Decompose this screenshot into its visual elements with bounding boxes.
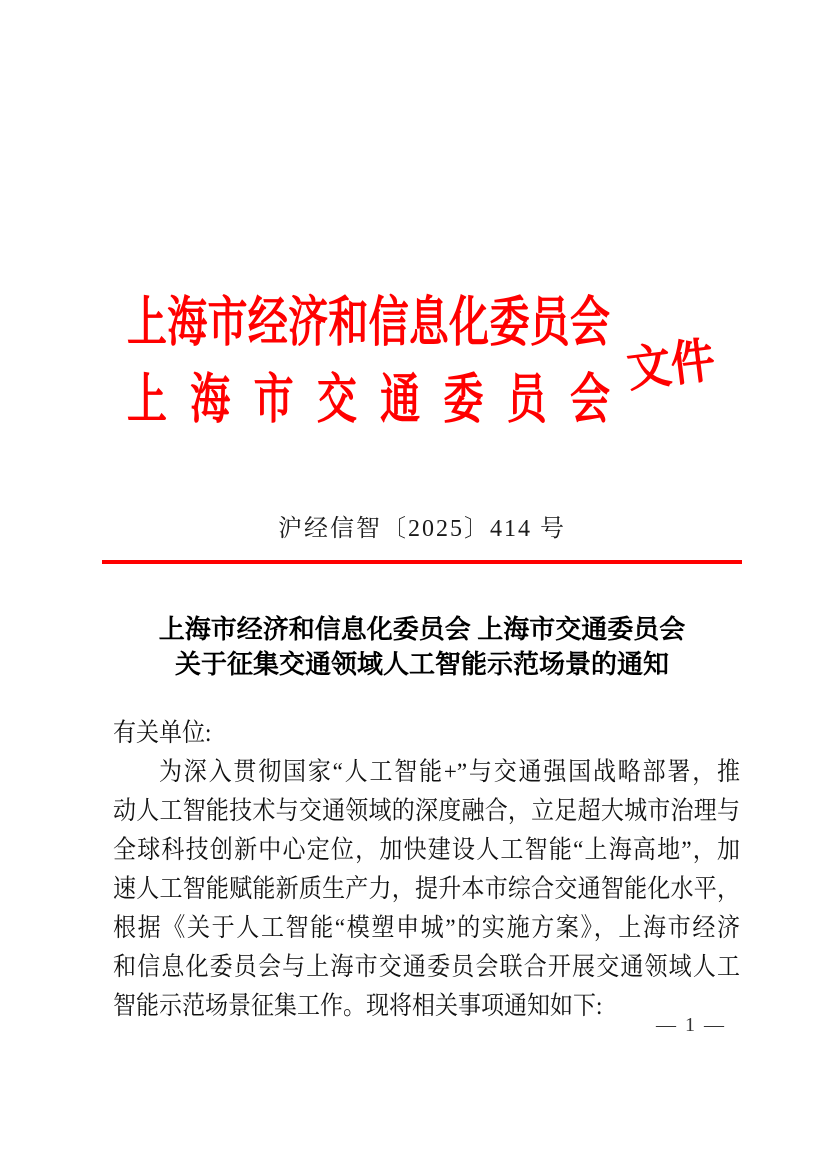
page-number: — 1 — [656, 1014, 726, 1036]
body-line: 根据《关于人工智能“模塑申城”的实施方案》，上海市经济 [113, 913, 740, 942]
letterhead-doc-type-label: 文件 [623, 333, 718, 398]
document-title [102, 612, 742, 682]
body-paragraph [113, 713, 740, 1025]
body-line: 为深入贯彻国家“人工智能+”与交通强国战略部署，推 [159, 757, 740, 786]
body-line: 动人工智能技术与交通领域的深度融合，立足超大城市治理与 [113, 796, 740, 825]
body-line: 和信息化委员会与上海市交通委员会联合开展交通领域人工 [113, 952, 740, 981]
body-line: 全球科技创新中心定位，加快建设人工智能“上海高地”，加 [113, 835, 740, 864]
salutation: 有关单位: [113, 718, 212, 747]
letterhead-org-name-line2: 上海市交通委员会 [127, 368, 610, 430]
red-divider-line [102, 560, 742, 564]
letterhead-org-name-line1: 上海市经济和信息化委员会 [127, 291, 610, 353]
body-line: 智能示范场景征集工作。现将相关事项通知如下: [113, 991, 603, 1020]
document-title-line2: 关于征集交通领域人工智能示范场景的通知 [174, 650, 669, 679]
document-title-line1: 上海市经济和信息化委员会 上海市交通委员会 [158, 615, 686, 644]
body-line: 速人工智能赋能新质生产力，提升本市综合交通智能化水平， [113, 874, 740, 903]
doc-reference-number: 沪经信智〔2025〕414 号 [278, 516, 566, 542]
